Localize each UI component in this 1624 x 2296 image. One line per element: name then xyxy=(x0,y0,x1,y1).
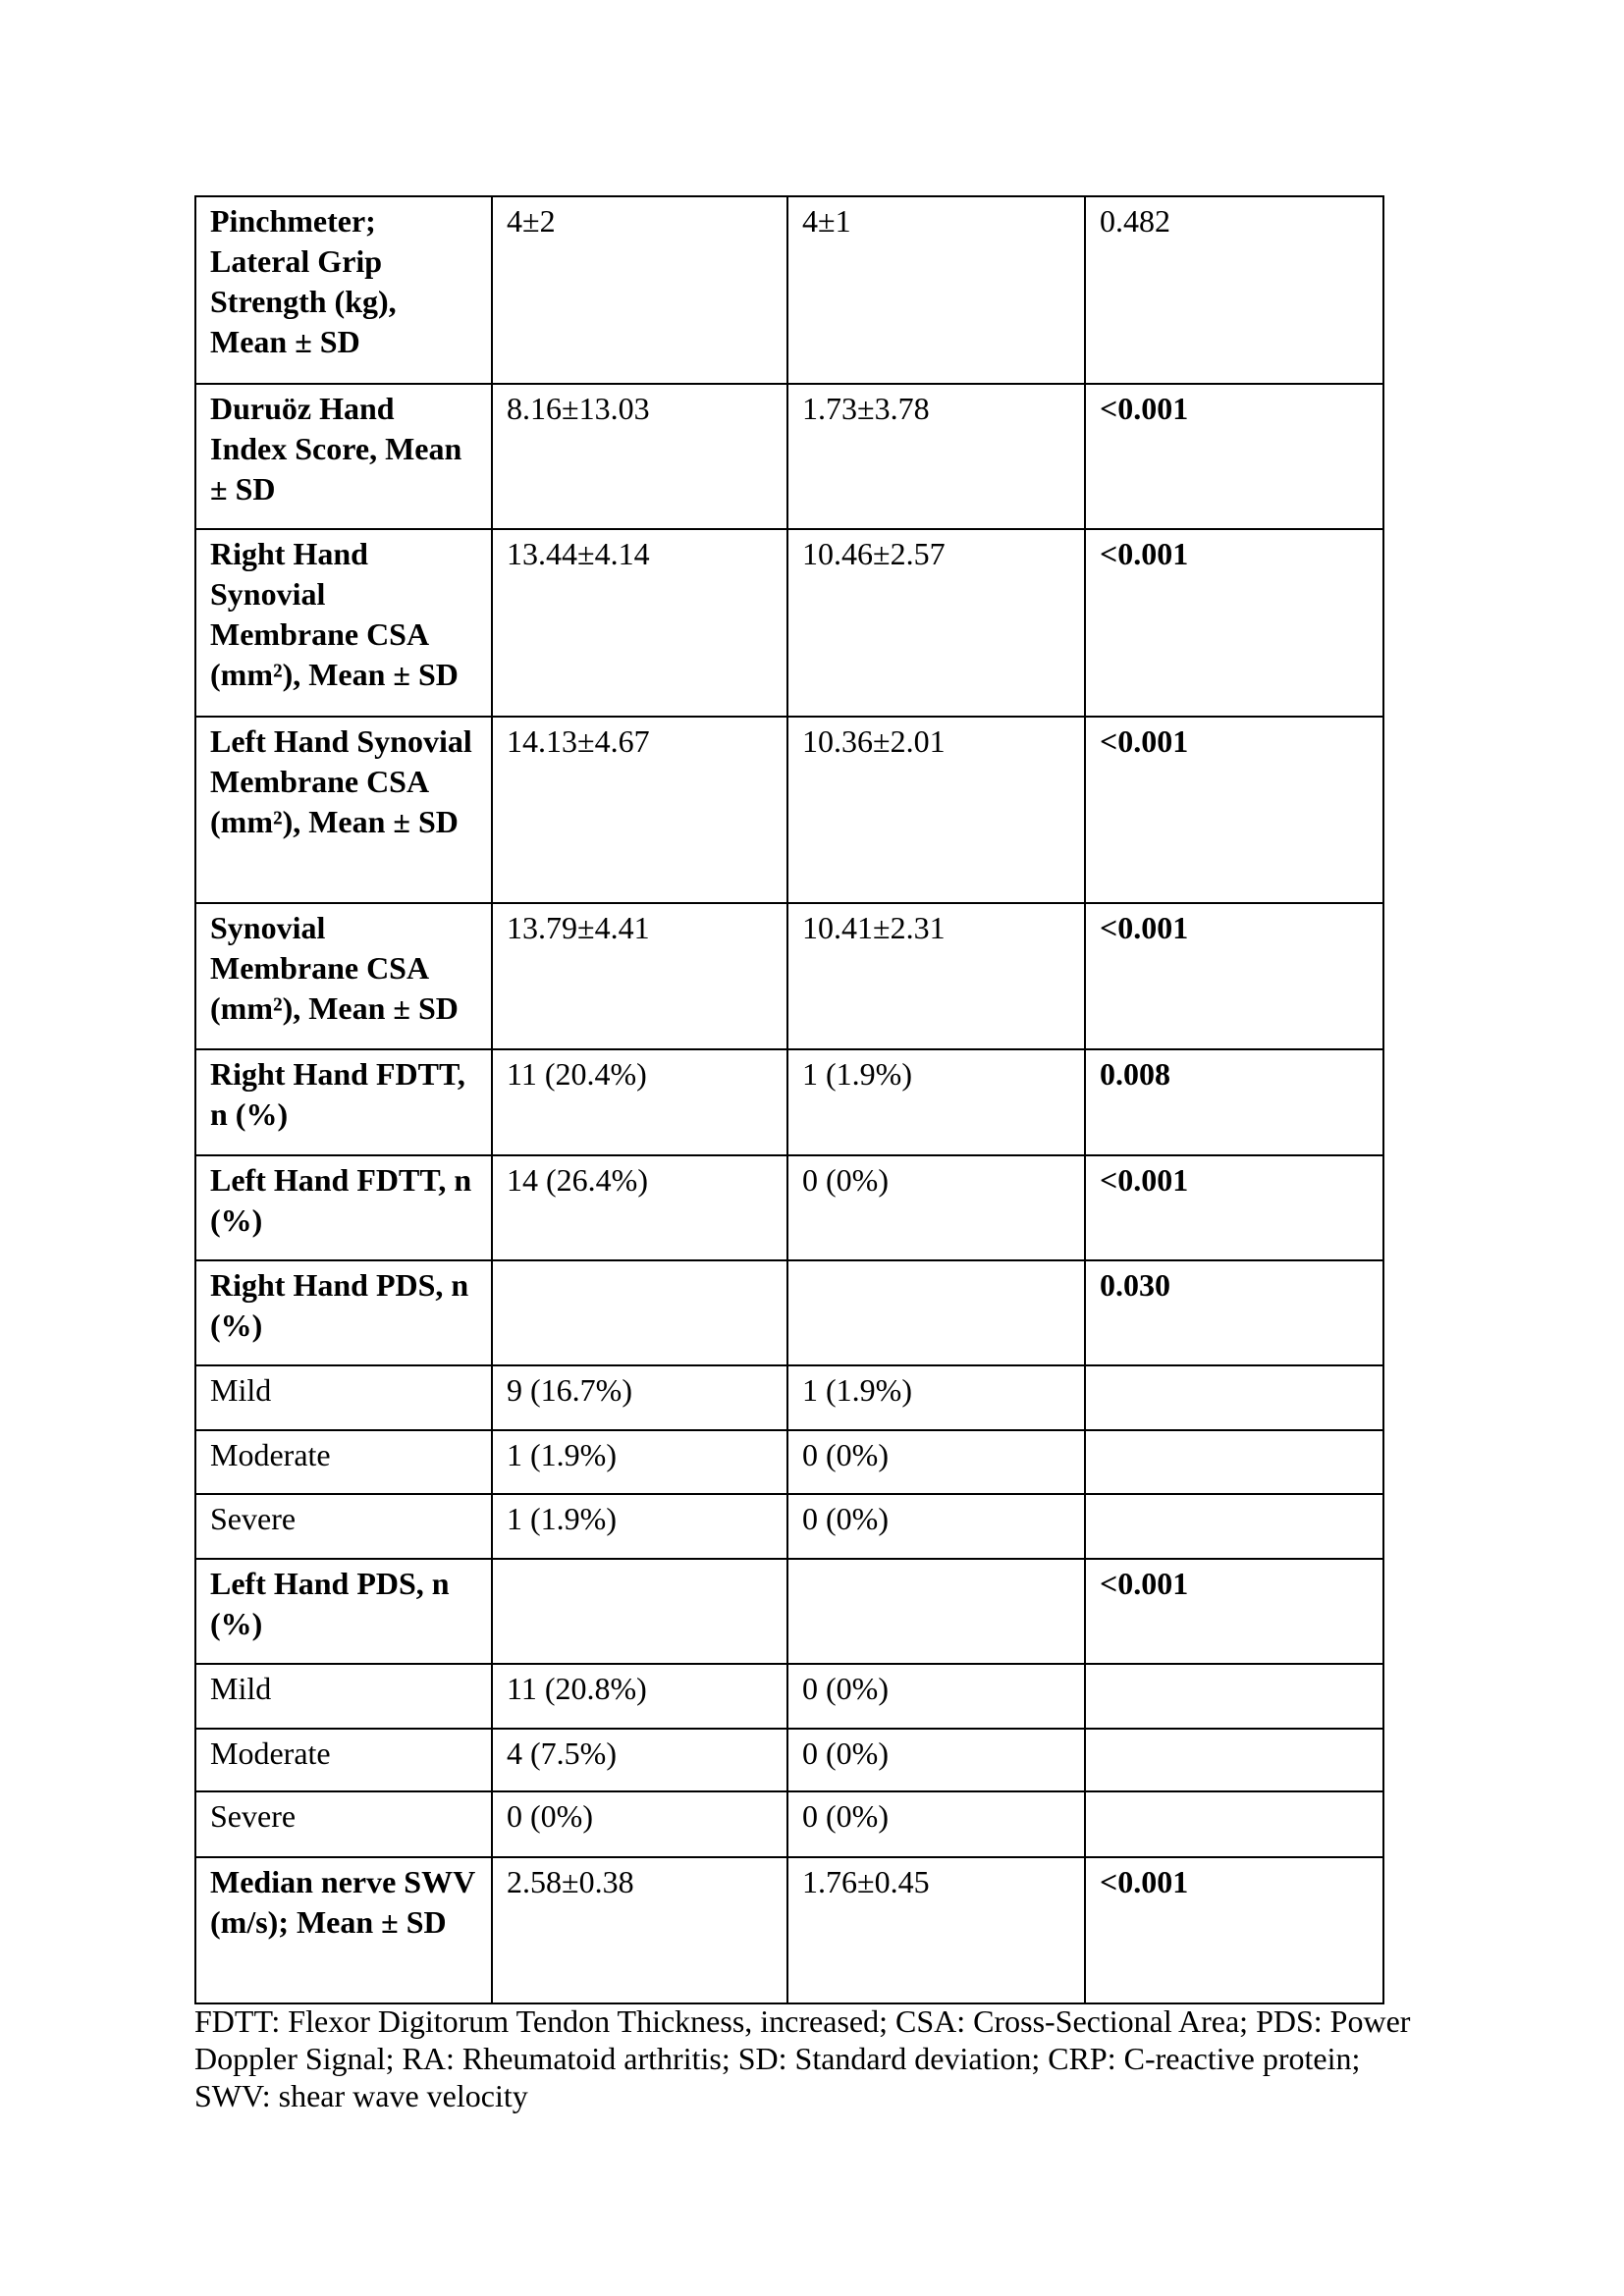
group2-value: 0 (0%) xyxy=(787,1729,1085,1791)
p-value: 0.008 xyxy=(1085,1049,1383,1155)
group1-value: 1 (1.9%) xyxy=(492,1494,787,1559)
group1-value: 4 (7.5%) xyxy=(492,1729,787,1791)
results-table xyxy=(194,195,1384,2004)
row-label: Right Hand FDTT, n (%) xyxy=(195,1049,492,1155)
row-label: Severe xyxy=(195,1494,492,1559)
group1-value: 4±2 xyxy=(492,196,787,384)
row-label: Moderate xyxy=(195,1430,492,1494)
row-label: Left Hand FDTT, n (%) xyxy=(195,1155,492,1260)
p-value: 0.030 xyxy=(1085,1260,1383,1365)
group2-value: 1.73±3.78 xyxy=(787,384,1085,529)
group1-value xyxy=(492,1559,787,1664)
group1-value: 14.13±4.67 xyxy=(492,717,787,903)
table-row xyxy=(195,1155,1383,1260)
p-value xyxy=(1085,1664,1383,1729)
row-label: Moderate xyxy=(195,1729,492,1791)
group1-value: 2.58±0.38 xyxy=(492,1857,787,2003)
table-row xyxy=(195,1559,1383,1664)
table-row xyxy=(195,1260,1383,1365)
table-row xyxy=(195,1430,1383,1494)
row-label: Pinchmeter; Lateral Grip Strength (kg), Mean ± SD xyxy=(195,196,492,384)
row-label: Left Hand PDS, n (%) xyxy=(195,1559,492,1664)
table-row xyxy=(195,717,1383,903)
p-value: <0.001 xyxy=(1085,1155,1383,1260)
group2-value: 10.36±2.01 xyxy=(787,717,1085,903)
p-value: <0.001 xyxy=(1085,384,1383,529)
row-label: Severe xyxy=(195,1791,492,1857)
group2-value: 1 (1.9%) xyxy=(787,1365,1085,1430)
table-row xyxy=(195,1791,1383,1857)
row-label: Duruöz Hand Index Score, Mean ± SD xyxy=(195,384,492,529)
p-value xyxy=(1085,1791,1383,1857)
group1-value: 13.44±4.14 xyxy=(492,529,787,717)
p-value: <0.001 xyxy=(1085,1559,1383,1664)
p-value: <0.001 xyxy=(1085,1857,1383,2003)
p-value xyxy=(1085,1729,1383,1791)
row-label: Synovial Membrane CSA (mm²), Mean ± SD xyxy=(195,903,492,1049)
group1-value: 1 (1.9%) xyxy=(492,1430,787,1494)
group2-value: 1.76±0.45 xyxy=(787,1857,1085,2003)
table-row xyxy=(195,1049,1383,1155)
table-footnote: FDTT: Flexor Digitorum Tendon Thickness, increased; CSA: Cross-Sectional Area; PDS: Power Doppler Signal; RA: Rheumatoid arthritis; SD: Standard deviation; CRP: C-reactive protein; SWV: shear wave velocity xyxy=(194,2003,1411,2113)
p-value: 0.482 xyxy=(1085,196,1383,384)
row-label: Right Hand Synovial Membrane CSA (mm²), Mean ± SD xyxy=(195,529,492,717)
table-row xyxy=(195,1729,1383,1791)
p-value xyxy=(1085,1494,1383,1559)
group1-value: 13.79±4.41 xyxy=(492,903,787,1049)
table-row xyxy=(195,1664,1383,1729)
group2-value: 0 (0%) xyxy=(787,1664,1085,1729)
row-label: Mild xyxy=(195,1365,492,1430)
group1-value: 8.16±13.03 xyxy=(492,384,787,529)
p-value xyxy=(1085,1430,1383,1494)
row-label: Left Hand Synovial Membrane CSA (mm²), Mean ± SD xyxy=(195,717,492,903)
group2-value xyxy=(787,1559,1085,1664)
table-row xyxy=(195,529,1383,717)
table-row xyxy=(195,903,1383,1049)
group2-value: 1 (1.9%) xyxy=(787,1049,1085,1155)
row-label: Median nerve SWV (m/s); Mean ± SD xyxy=(195,1857,492,2003)
group1-value xyxy=(492,1260,787,1365)
p-value: <0.001 xyxy=(1085,717,1383,903)
group2-value: 4±1 xyxy=(787,196,1085,384)
row-label: Right Hand PDS, n (%) xyxy=(195,1260,492,1365)
p-value: <0.001 xyxy=(1085,903,1383,1049)
group1-value: 11 (20.4%) xyxy=(492,1049,787,1155)
table-row xyxy=(195,1857,1383,2003)
p-value: <0.001 xyxy=(1085,529,1383,717)
group2-value: 0 (0%) xyxy=(787,1791,1085,1857)
table-row xyxy=(195,1365,1383,1430)
group1-value: 9 (16.7%) xyxy=(492,1365,787,1430)
group2-value: 0 (0%) xyxy=(787,1494,1085,1559)
table-row xyxy=(195,384,1383,529)
table-row xyxy=(195,1494,1383,1559)
table-row xyxy=(195,196,1383,384)
group1-value: 14 (26.4%) xyxy=(492,1155,787,1260)
group2-value: 0 (0%) xyxy=(787,1430,1085,1494)
row-label: Mild xyxy=(195,1664,492,1729)
group2-value: 0 (0%) xyxy=(787,1155,1085,1260)
p-value xyxy=(1085,1365,1383,1430)
group2-value: 10.41±2.31 xyxy=(787,903,1085,1049)
group1-value: 11 (20.8%) xyxy=(492,1664,787,1729)
group1-value: 0 (0%) xyxy=(492,1791,787,1857)
group2-value xyxy=(787,1260,1085,1365)
group2-value: 10.46±2.57 xyxy=(787,529,1085,717)
